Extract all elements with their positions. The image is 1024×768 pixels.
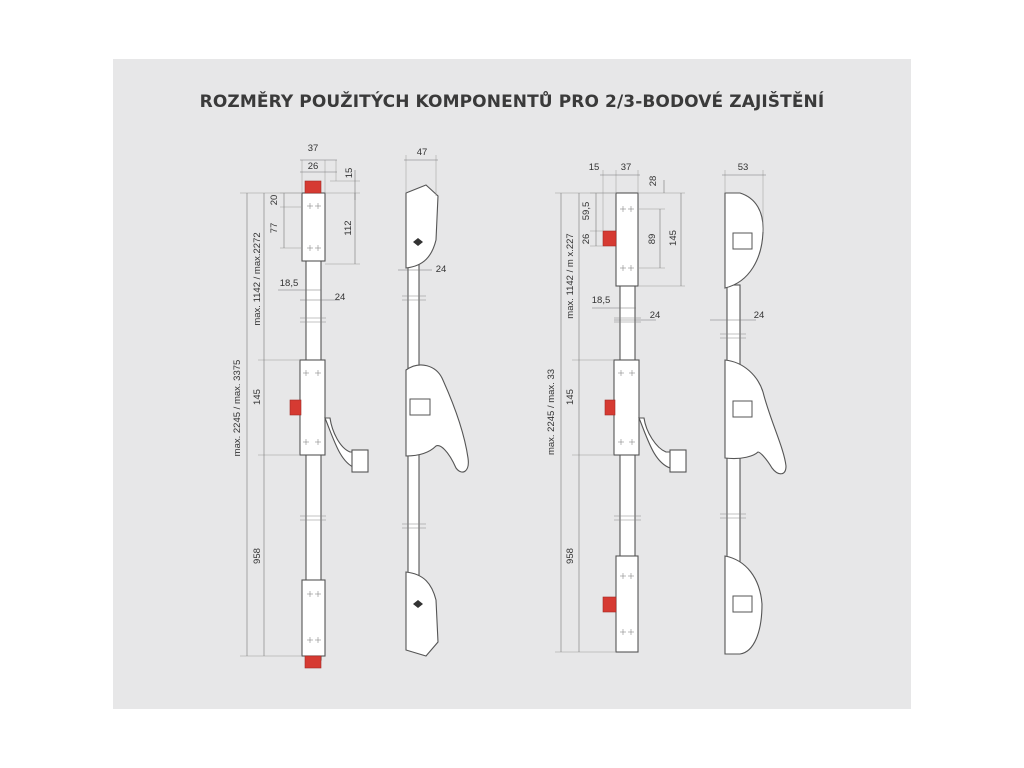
dim-47: 47 xyxy=(416,147,428,158)
dim-24-right-side: 24 xyxy=(753,310,765,321)
right-side-bottom-slot xyxy=(733,596,752,612)
right-front-top-latch xyxy=(603,231,616,246)
left-front-side-latch xyxy=(290,400,301,415)
dim-59-5-right: 59,5 xyxy=(581,201,592,221)
page-title: ROZMĚRY POUŽITÝCH KOMPONENTŮ PRO 2/3-BODOVÉ ZAJIŠTĚNÍ xyxy=(199,92,825,112)
left-front-top-bolt xyxy=(302,193,325,261)
dim-20-left: 20 xyxy=(269,194,280,206)
dim-upper-right: max. 1142 / m x.227 xyxy=(565,233,576,319)
dim-958-left: 958 xyxy=(252,548,263,564)
right-side-top-slot xyxy=(733,233,752,249)
dim-112-left: 112 xyxy=(343,220,354,236)
dim-145-left: 145 xyxy=(252,389,263,405)
left-front-handle-end xyxy=(352,450,368,472)
left-front-bottom-bolt xyxy=(302,580,325,656)
dim-overall-left: max. 2245 / max. 3375 xyxy=(232,359,243,457)
dim-145-right: 145 xyxy=(565,389,576,405)
right-front-handle xyxy=(639,418,674,468)
dim-958-right: 958 xyxy=(565,548,576,564)
left-side-bottom-cap xyxy=(406,572,438,656)
left-front-top-latch xyxy=(305,181,321,193)
right-front-side-latch xyxy=(605,400,615,415)
dim-53: 53 xyxy=(737,162,749,173)
dim-18-5-left: 18,5 xyxy=(279,278,299,289)
right-front-bottom-latch xyxy=(603,597,616,612)
dim-15-left: 15 xyxy=(344,167,355,179)
dim-77-left: 77 xyxy=(269,222,280,234)
left-front-bottom-latch xyxy=(305,656,321,668)
right-front-handle-end xyxy=(670,450,686,472)
right-side-view xyxy=(710,170,786,654)
dim-24-left-side: 24 xyxy=(435,264,447,275)
dim-26-left: 26 xyxy=(307,161,319,172)
dim-37-left: 37 xyxy=(307,143,319,154)
dim-18-5-right: 18,5 xyxy=(591,295,611,306)
left-front-lock-box xyxy=(300,360,325,455)
right-front-top-bolt xyxy=(616,193,638,286)
dim-24-left-front: 24 xyxy=(334,292,346,303)
dim-overall-right: max. 2245 / max. 33 xyxy=(546,368,557,456)
left-side-view xyxy=(398,155,468,656)
right-front-lock-box xyxy=(614,360,639,455)
dim-24-right-front: 24 xyxy=(649,310,661,321)
dim-145-right-top: 145 xyxy=(668,230,679,246)
dim-28-right: 28 xyxy=(648,175,659,187)
left-side-slot xyxy=(410,399,430,415)
dim-89-right: 89 xyxy=(647,233,658,245)
right-side-mid-slot xyxy=(733,401,752,417)
left-side-top-cap xyxy=(406,185,438,268)
dim-upper-left: max. 1142 / max.2272 xyxy=(252,232,263,326)
dim-26-right: 26 xyxy=(581,233,592,245)
dim-15-right: 15 xyxy=(588,162,600,173)
right-front-bottom-bolt xyxy=(616,556,638,652)
dim-37-right: 37 xyxy=(620,162,632,173)
